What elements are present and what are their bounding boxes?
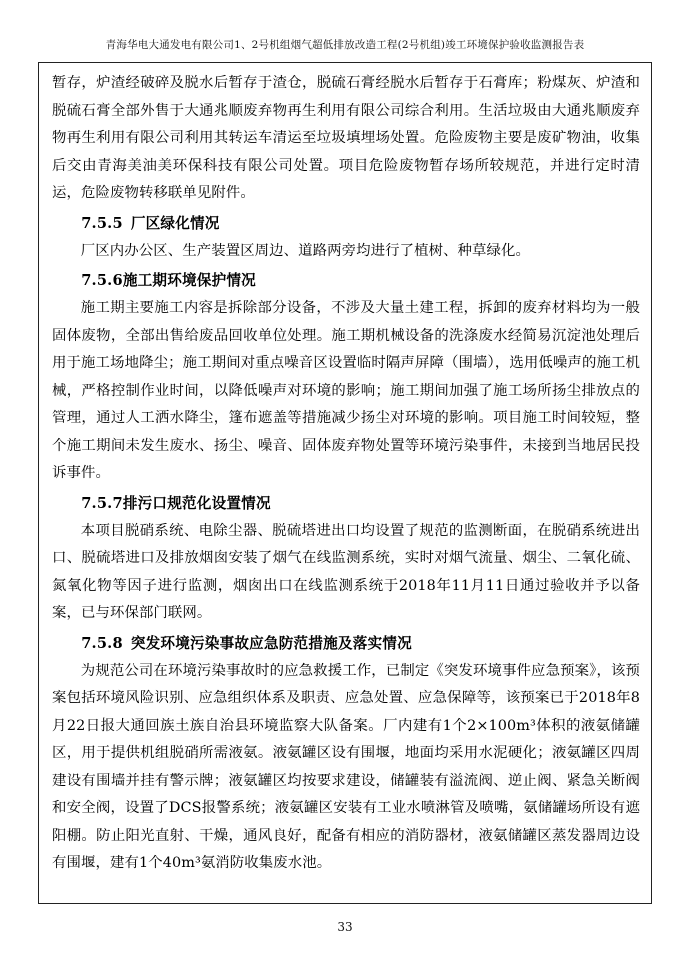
page-number: 33 <box>337 920 353 934</box>
document-body <box>52 70 640 890</box>
section-title: 排污口规范化设置情况 <box>122 494 271 512</box>
section-title: 突发环境污染事故应急防范措施及落实情况 <box>130 634 412 652</box>
paragraph: 施工期主要施工内容是拆除部分设备，不涉及大量土建工程，拆卸的废弃材料均为一般固体废物，全部出售给废品回收单位处理。施工期机械设备的洗涤废水经简易沉淀池处理后用于施工场地降尘；施工期间对重点噪音区设置临时隔声屏障（围墙），选用低噪声的施工机械，严格控制作业时间，以降低噪声对环境的影响；施工期间加强了施工场所扬尘排放点的管理，通过人工洒水降尘，篷布遮盖等措施减少扬尘对环境的影响。项目施工时间较短，整个施工期间未发生废水、扬尘、噪音、固体废弃物处置等环境污染事件，未接到当地居民投诉事件。 <box>52 300 640 481</box>
page-header: 青海华电大通发电有限公司1、2号机组烟气超低排放改造工程(2号机组)竣工环境保护验收监测报告表 <box>105 39 585 51</box>
section-heading-7-5-5 <box>52 209 640 238</box>
paragraph: 厂区内办公区、生产装置区周边、道路两旁均进行了植树、种草绿化。 <box>80 242 531 259</box>
section-title: 施工期环境保护情况 <box>122 272 256 289</box>
paragraph: 本项目脱硝系统、电除尘器、脱硫塔进出口均设置了规范的监测断面，在脱硝系统进出口、脱硫塔进口及排放烟囱安装了烟气在线监测系统，实时对烟气流量、烟尘、二氧化硫、氮氧化物等因子进行监测，烟囱出口在线监测系统于2018年11月11日通过验收并予以备案，已与环保部门联网。 <box>52 522 640 621</box>
section-number: 7.5.8 <box>81 634 123 652</box>
section-heading-7-5-6 <box>52 266 640 295</box>
section-number: 7.5.5 <box>81 214 123 232</box>
section-number: 7.5.6 <box>81 272 123 289</box>
section-title: 厂区绿化情况 <box>130 214 220 232</box>
section-heading-7-5-7 <box>52 489 640 518</box>
paragraph: 为规范公司在环境污染事故时的应急救援工作，已制定《突发环境事件应急预案》，该预案包括环境风险识别、应急组织体系及职责、应急处置、应急保障等，该预案已于2018年8月22日报大通回族土族自治县环境监察大队备案。厂内建有1个2×100m³体积的液氨储罐区，用于提供机组脱硝所需液氨。液氨罐区设有围堰，地面均采用水泥硬化；液氨罐区四周建设有围墙并挂有警示牌；液氨罐区均按要求建设，储罐装有溢流阀、逆止阀、紧急关断阀和安全阀，设置了DCS报警系统；液氨罐区安装有工业水喷淋管及喷嘴，氨储罐场所设有遮阳棚。防止阳光直射、干燥，通风良好，配备有相应的消防器材，液氨储罐区蒸发器周边设有围堰，建有1个40m³氨消防收集废水池。 <box>52 662 640 871</box>
paragraph: 暂存，炉渣经破碎及脱水后暂存于渣仓，脱硫石膏经脱水后暂存于石膏库；粉煤灰、炉渣和脱硫石膏全部外售于大通兆顺废弃物再生利用有限公司综合利用。生活垃圾由大通兆顺废弃物再生利用有限公司利用其转运车清运至垃圾填埋场处置。危险废物主要是废矿物油，收集后交由青海美油美环保科技有限公司处置。项目危险废物暂存场所较规范，并进行定时清运，危险废物转移联单见附件。 <box>52 75 640 201</box>
section-number: 7.5.7 <box>81 494 123 512</box>
section-heading-7-5-8 <box>52 629 640 658</box>
